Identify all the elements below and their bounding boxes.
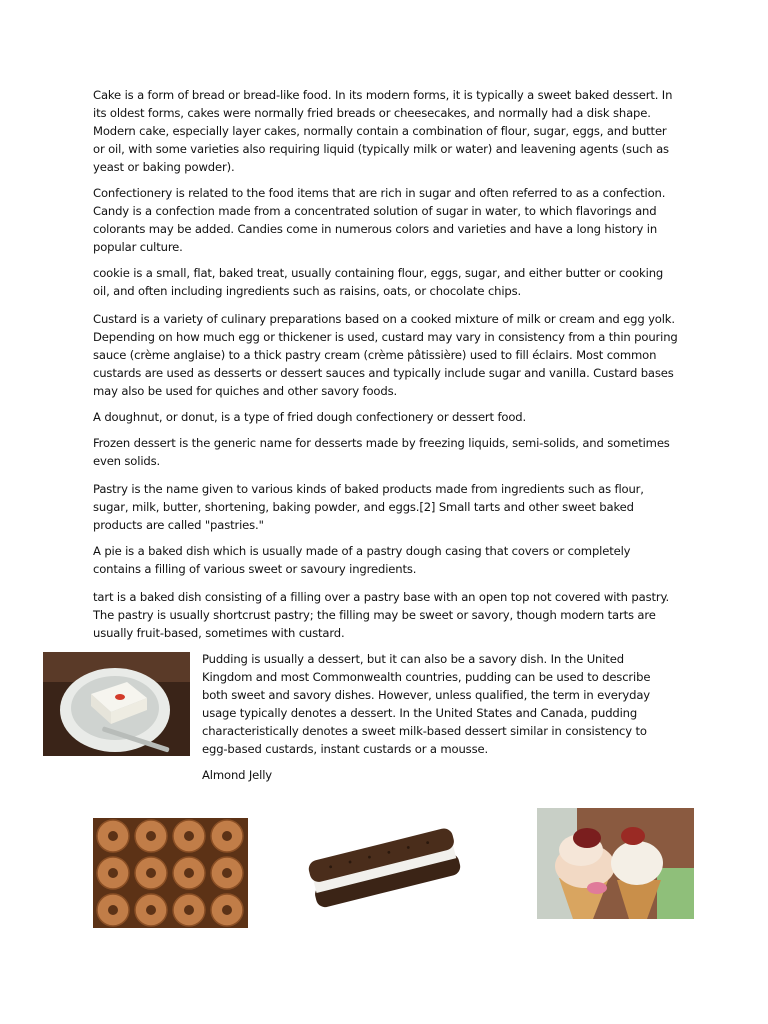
paragraph-confectionery: Confectionery is related to the food items that are rich in sugar and often referred to as a confection. Candy is a confection made from a concentrated solution of sugar in water, to which flavorings and colorants may be added. Candies come in numerous colors and varieties and have a long history in popular culture. <box>93 186 666 254</box>
paragraph-pastry: Pastry is the name given to various kinds of baked products made from ingredients such as flour, sugar, milk, butter, shortening, baking powder, and eggs.[2] Small tarts and other sweet baked products are called "pastries." <box>93 482 644 532</box>
paragraph-cookie: cookie is a small, flat, baked treat, usually containing flour, eggs, sugar, and either butter or cooking oil, and often including ingredients such as raisins, oats, or chocolate chips. <box>93 266 664 298</box>
ice-cream-cones-photo <box>537 808 694 919</box>
paragraph-cake: Cake is a form of bread or bread-like food. In its modern forms, it is typically a sweet baked dessert. In its oldest forms, cakes were normally fried breads or cheesecakes, and normally had a disk shape. Modern cake, especially layer cakes, normally contain a combination of flour, sugar, eggs, and butter or oil, with some varieties also requiring liquid (typically milk or water) and leavening agents (such as yeast or baking powder). <box>93 88 673 174</box>
paragraph-frozen-dessert: Frozen dessert is the generic name for desserts made by freezing liquids, semi-solids, and sometimes even solids. <box>93 436 670 468</box>
paragraph-tart: tart is a baked dish consisting of a filling over a pastry base with an open top not covered with pastry. The pastry is usually shortcrust pastry; the filling may be sweet or savory, though modern tarts are usually fruit-based, sometimes with custard. <box>93 590 670 640</box>
paragraph-doughnut: A doughnut, or donut, is a type of fried dough confectionery or dessert food. <box>93 410 527 424</box>
doughnuts-photo <box>93 818 248 928</box>
paragraph-custard: Custard is a variety of culinary preparations based on a cooked mixture of milk or cream and egg yolk. Depending on how much egg or thickener is used, custard may vary in consistency from a thin pouring sauce (crème anglaise) to a thick pastry cream (crème pâtissière) used to fill éclairs. Most common custards are used as desserts or dessert sauces and typically include sugar and vanilla. Custard bases may also be used for quiches and other savory foods. <box>93 312 678 398</box>
ice-cream-sandwich-photo <box>303 822 465 917</box>
almond-jelly-photo <box>43 652 190 756</box>
image-caption: Almond Jelly <box>202 768 272 782</box>
paragraph-pudding: Pudding is usually a dessert, but it can also be a savory dish. In the United Kingdom and most Commonwealth countries, pudding can be used to describe both sweet and savory dishes. However, unless qualified, the term in everyday usage typically denotes a dessert. In the United States and Canada, pudding characteristically denotes a sweet milk-based dessert similar in consistency to egg-based custards, instant custards or a mousse. <box>202 652 651 756</box>
paragraph-pie: A pie is a baked dish which is usually made of a pastry dough casing that covers or completely contains a filling of various sweet or savoury ingredients. <box>93 544 631 576</box>
